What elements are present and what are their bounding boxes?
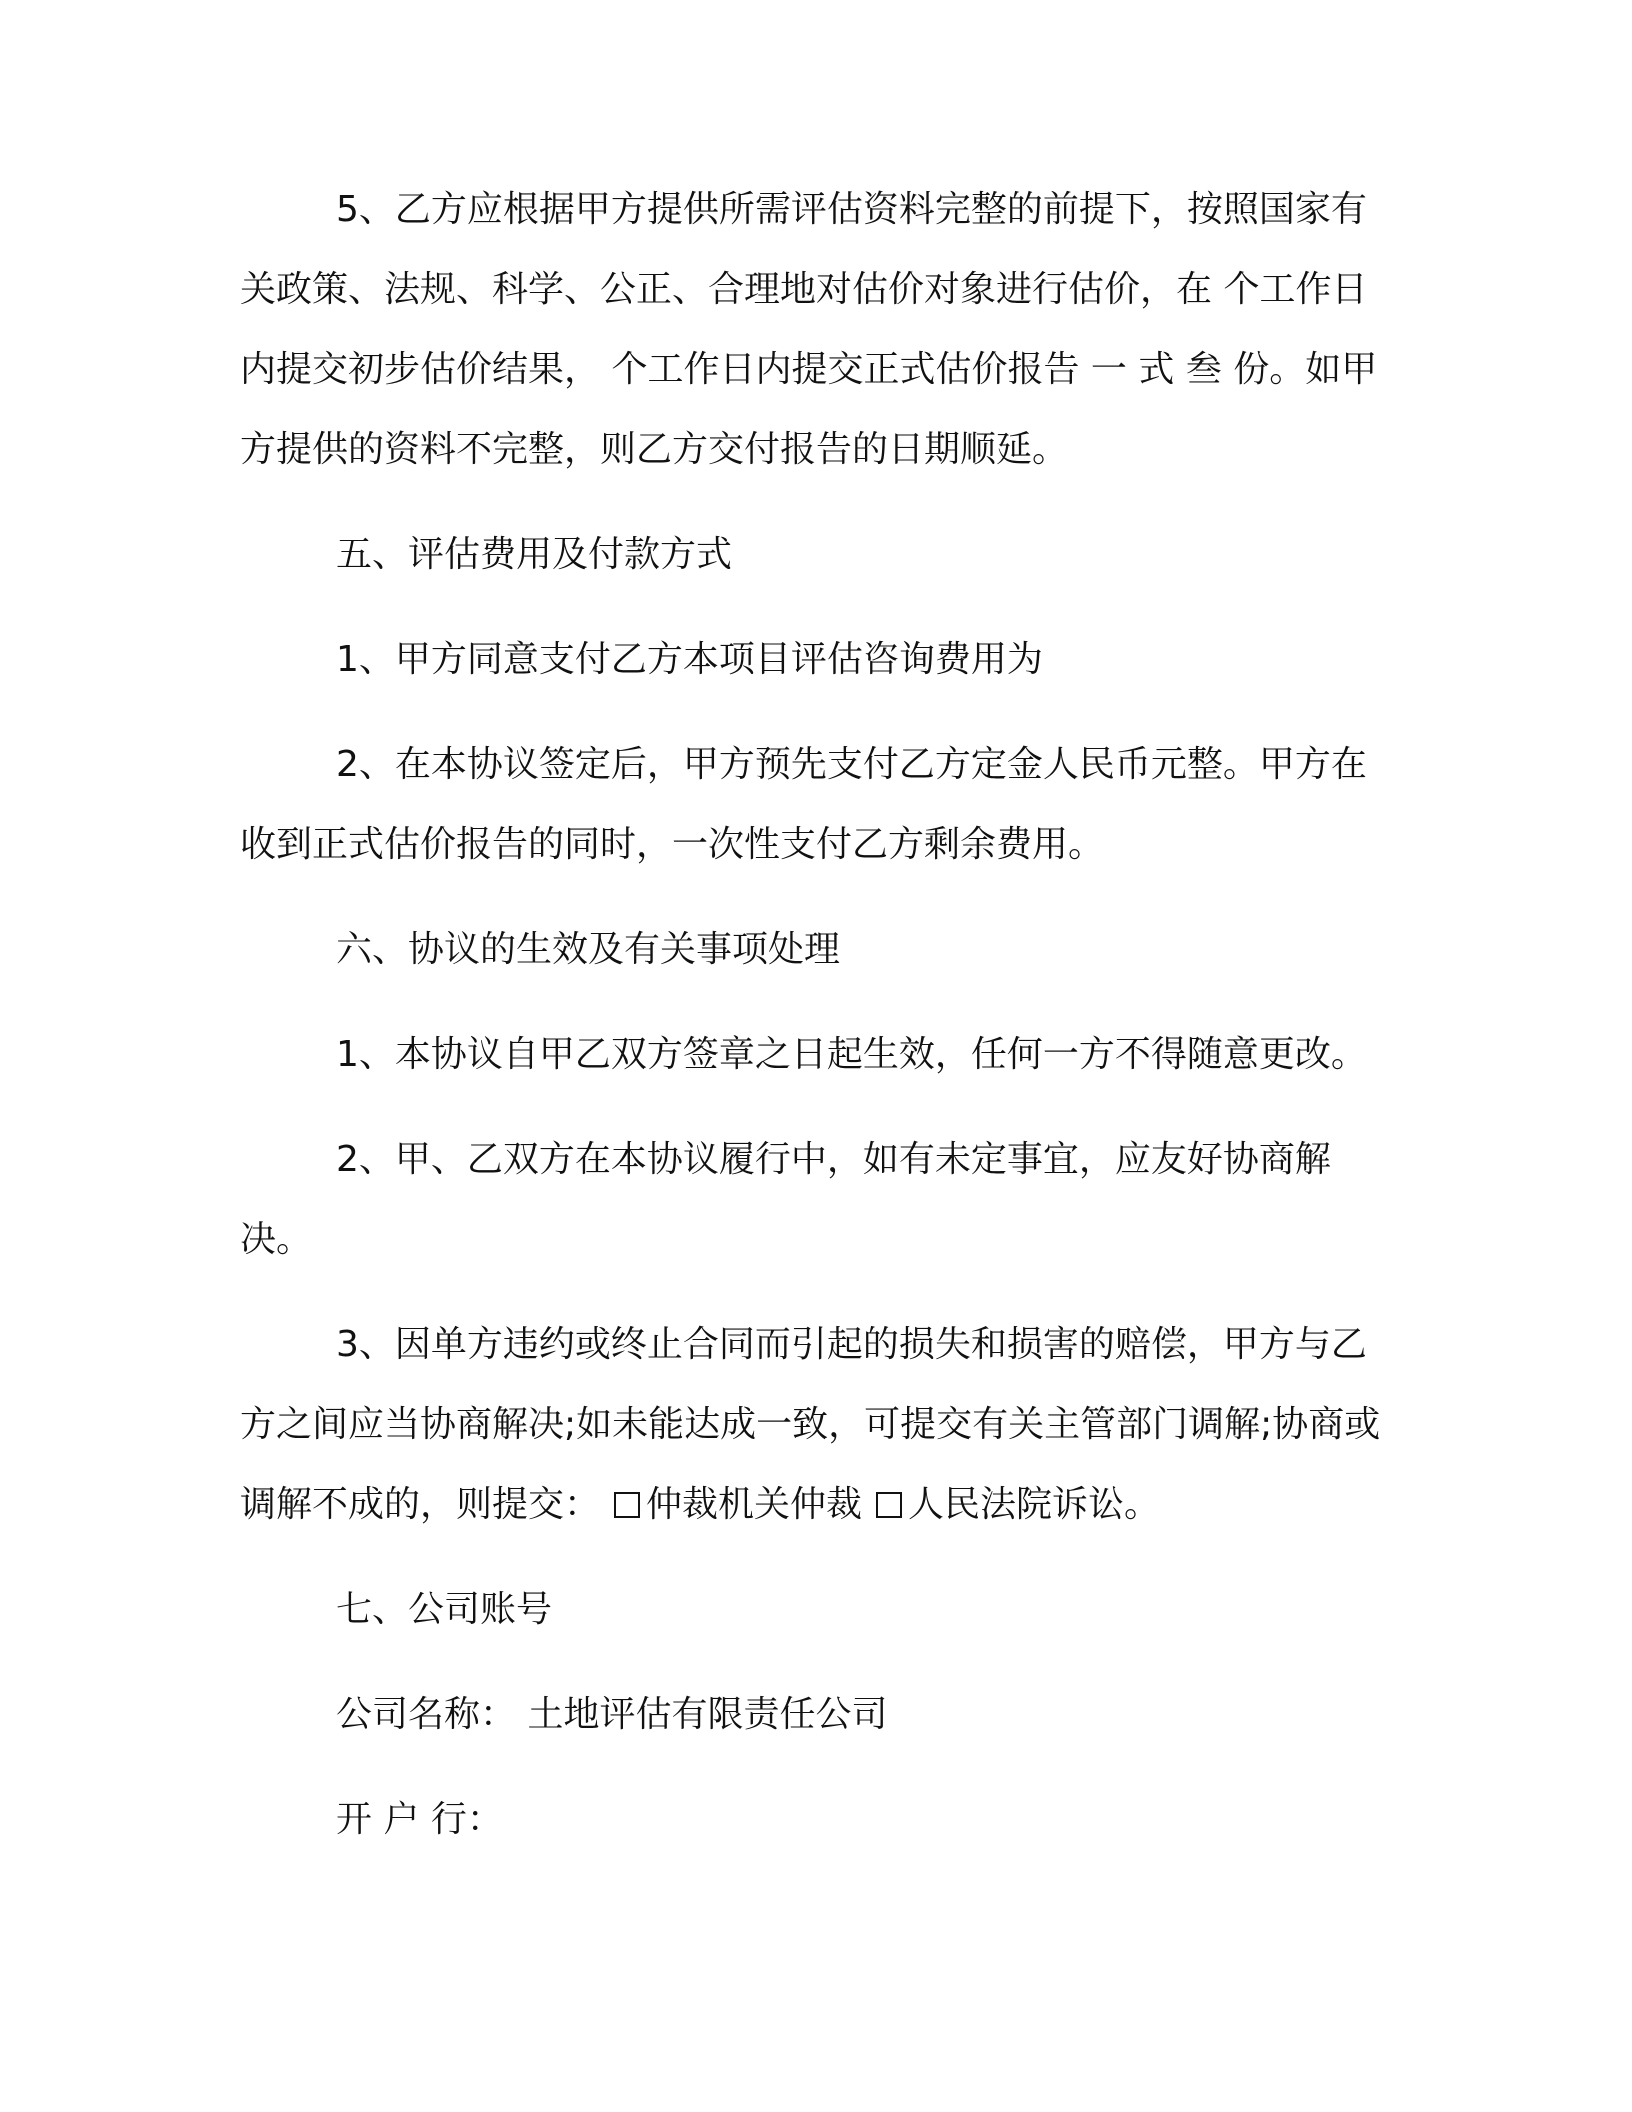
document-page xyxy=(240,170,1400,1860)
clause-5: 5、乙方应根据甲方提供所需评估资料完整的前提下，按照国家有关政策、法规、科学、公正、合理地对估价对象进行估价，在 个工作日内提交初步估价结果， 个工作日内提交正式估价报告 一 式 叁 份。如甲方提供的资料不完整，则乙方交付报告的日期顺延。 xyxy=(240,189,1378,470)
litigation-checkbox[interactable] xyxy=(876,1492,902,1518)
section-5-item-1: 1、甲方同意支付乙方本项目评估咨询费用为 xyxy=(336,639,1043,680)
section-5-item-2: 2、在本协议签定后，甲方预先支付乙方定金人民币元整。甲方在收到正式估价报告的同时，一次性支付乙方剩余费用。 xyxy=(240,744,1367,865)
section-6-item-3-text: 3、因单方违约或终止合同而引起的损失和损害的赔偿，甲方与乙方之间应当协商解决;如未能达成一致，可提交有关主管部门调解;协商或调解不成的，则提交： xyxy=(240,1324,1381,1525)
section-6-title: 六、协议的生效及有关事项处理 xyxy=(336,929,841,970)
section-5-title: 五、评估费用及付款方式 xyxy=(336,534,733,575)
section-6-item-2: 2、甲、乙双方在本协议履行中，如有未定事宜，应友好协商解决。 xyxy=(240,1139,1331,1260)
litigation-label: 人民法院诉讼。 xyxy=(908,1484,1161,1525)
section-6-item-3 xyxy=(240,1305,1400,1545)
section-7-title: 七、公司账号 xyxy=(336,1589,553,1630)
section-6-item-1: 1、本协议自甲乙双方签章之日起生效，任何一方不得随意更改。 xyxy=(336,1034,1367,1075)
company-name: 公司名称： 土地评估有限责任公司 xyxy=(336,1694,888,1735)
arbitration-label: 仲裁机关仲裁 xyxy=(646,1484,863,1525)
bank-name: 开 户 行： xyxy=(336,1799,503,1840)
arbitration-checkbox[interactable] xyxy=(614,1492,640,1518)
